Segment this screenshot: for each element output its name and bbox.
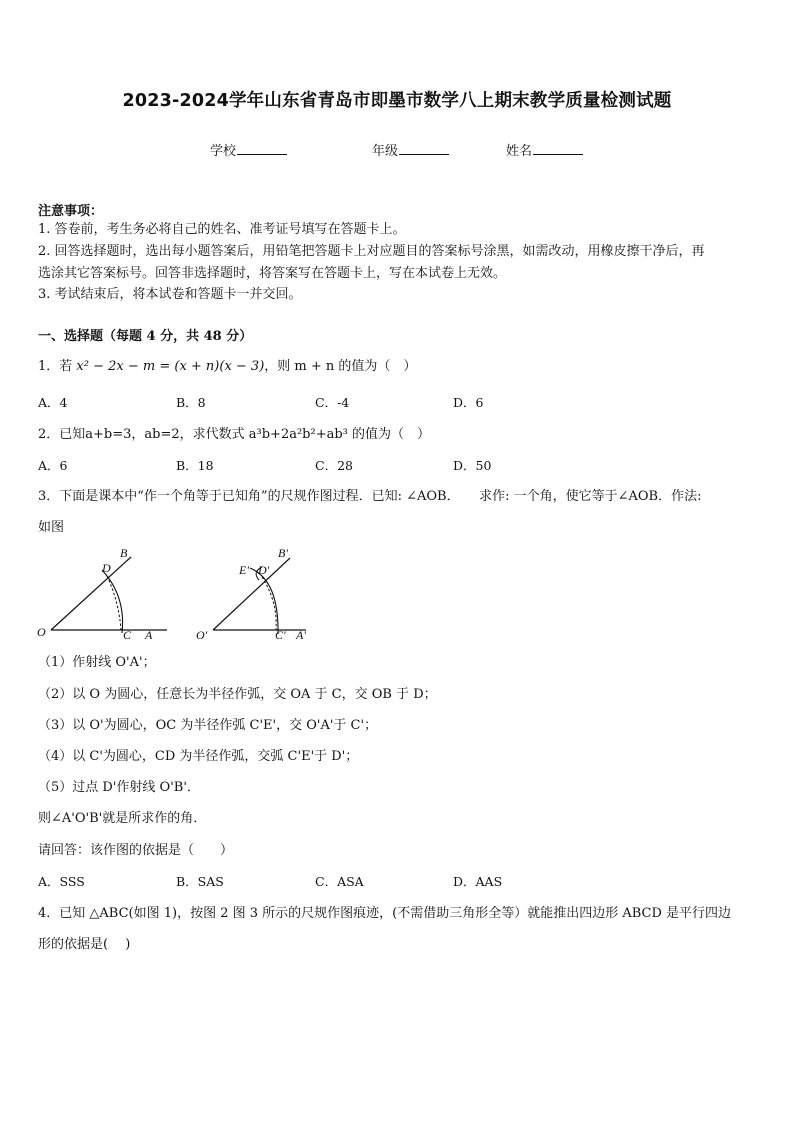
q3-step-3: （3）以 O'为圆心，OC 为半径作弧 C'E'，交 O'A'于 C'； — [38, 718, 378, 733]
q1-prefix: 1．若 — [38, 359, 73, 374]
question-3-stem-cont: 如图 — [38, 520, 65, 535]
q3-step-2: （2）以 O 为圆心，任意长为半径作弧，交 OA 于 C，交 OB 于 D； — [38, 687, 437, 702]
q2-option-c: C．28 — [315, 458, 353, 473]
angle-construction-figures — [34, 544, 334, 646]
page-title: 2023-2024学年山东省青岛市即墨市数学八上期末教学质量检测试题 — [122, 91, 672, 111]
q2-option-d: D．50 — [453, 458, 492, 473]
q1-option-a: A．4 — [38, 395, 68, 410]
q3-conclusion: 则∠A'O'B'就是所求作的角． — [38, 811, 207, 826]
question-4-stem: 4．已知 △ABC(如图 1)，按图 2 图 3 所示的尺规作图痕迹，(不需借助三角形全等）就能推出四边形 ABCD 是平行四边 — [38, 906, 732, 921]
q3-option-a: A．SSS — [38, 874, 85, 889]
section-heading: 一、选择题（每题 4 分，共 48 分） — [38, 329, 253, 344]
name-field — [506, 140, 583, 159]
figure-original-angle — [37, 546, 167, 642]
grade-label: 年级 — [372, 144, 399, 159]
label-d: D — [102, 561, 111, 575]
label-o-prime: O' — [196, 628, 208, 642]
q1-option-b: B．8 — [176, 395, 206, 410]
q3-step-4: （4）以 C'为圆心，CD 为半径作弧，交弧 C'E'于 D'； — [38, 749, 359, 764]
question-1-stem — [38, 356, 416, 378]
notice-item-3: 3. 考试结束后，将本试卷和答题卡一并交回。 — [38, 287, 302, 302]
q3-step-5: （5）过点 D'作射线 O'B'． — [38, 780, 200, 795]
q3-step-1: （1）作射线 O'A'； — [38, 655, 156, 670]
q3-option-d: D．AAS — [453, 874, 503, 889]
q3-option-c: C．ASA — [315, 874, 364, 889]
label-e-prime: E' — [239, 563, 249, 577]
notice-heading: 注意事项： — [38, 204, 104, 219]
arc-c-prime-e-prime — [250, 568, 278, 634]
q1-option-c: C．-4 — [315, 395, 350, 410]
label-o: O — [37, 625, 46, 639]
dashed-chord-cd — [107, 576, 121, 630]
label-b-prime: B' — [278, 546, 288, 560]
q3-question: 请回答：该作图的依据是（ ） — [38, 843, 234, 858]
grade-blank — [399, 142, 449, 155]
grade-field — [372, 140, 449, 159]
question-3-stem: 3．下面是课本中“作一个角等于已知角”的尺规作图过程．已知: ∠AOB． 求作: 一个角，使它等于∠AOB．作法: — [38, 489, 702, 504]
label-a: A — [145, 628, 153, 642]
label-c: C — [123, 628, 132, 642]
q2-option-b: B．18 — [176, 458, 214, 473]
label-d-prime: D' — [258, 563, 270, 577]
arc-cd — [102, 570, 123, 633]
q1-option-d: D．6 — [453, 395, 484, 410]
notice-item-2: 2. 回答选择题时，选出每小题答案后，用铅笔把答题卡上对应题目的答案标号涂黑，如需改动，用橡皮擦干净后，再 — [38, 244, 705, 259]
school-blank — [237, 142, 287, 155]
label-a-prime: A' — [296, 628, 306, 642]
school-field — [210, 140, 287, 159]
label-c-prime: C' — [275, 628, 286, 642]
name-blank — [533, 142, 583, 155]
label-b: B — [120, 546, 128, 560]
school-label: 学校 — [210, 144, 237, 159]
ray-ob — [51, 557, 131, 630]
q2-option-a: A．6 — [38, 458, 68, 473]
notice-item-2-cont: 选涂其它答案标号。回答非选择题时，将答案写在答题卡上，写在本试卷上无效。 — [38, 266, 507, 281]
q3-option-b: B．SAS — [176, 874, 224, 889]
notice-item-1: 1. 答卷前，考生务必将自己的姓名、准考证号填写在答题卡上。 — [38, 222, 406, 237]
question-4-stem-cont: 形的依据是( ) — [38, 937, 131, 952]
name-label: 姓名 — [506, 144, 533, 159]
question-2-stem: 2．已知a+b=3，ab=2，求代数式 a³b+2a²b²+ab³ 的值为（ ） — [38, 427, 431, 442]
figure-constructed-angle — [196, 546, 306, 642]
q1-expression: x² − 2x − m = (x + n)(x − 3) — [76, 359, 265, 374]
q1-suffix: ，则 m + n 的值为（ ） — [264, 359, 417, 374]
